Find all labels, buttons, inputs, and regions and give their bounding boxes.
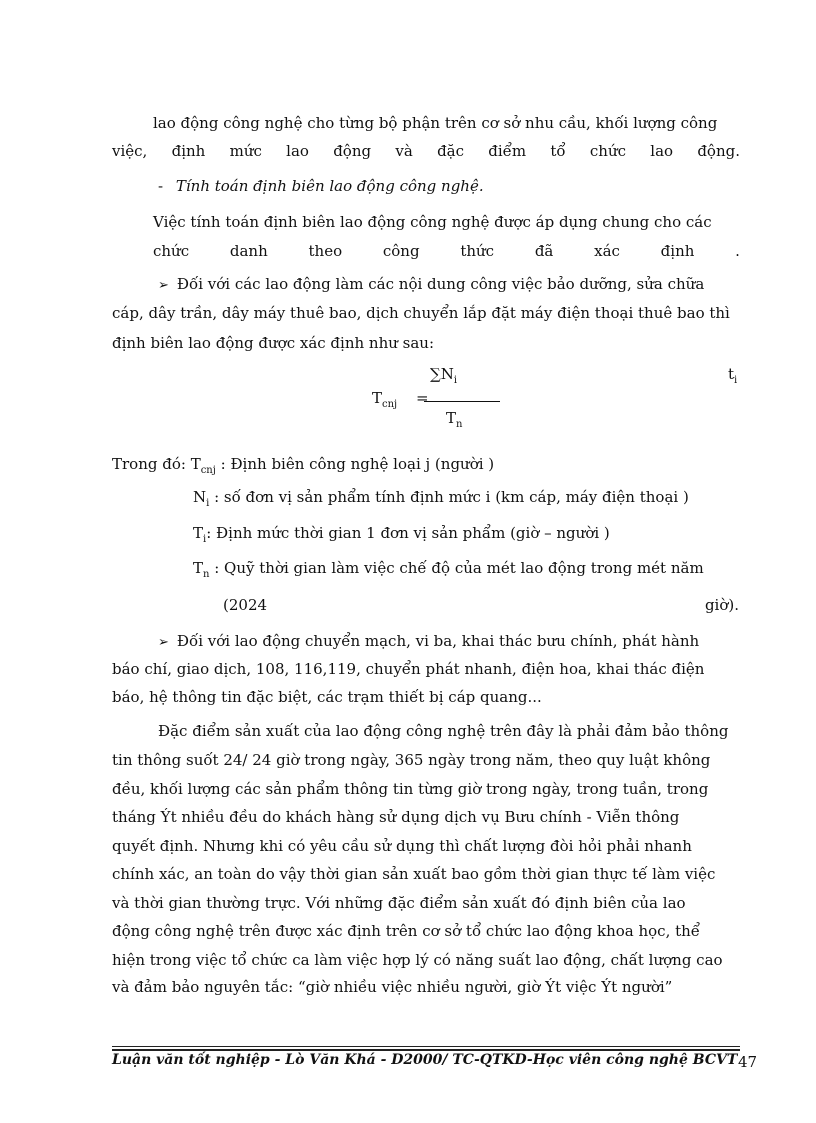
p5-line: Đặc điểm sản xuất của lao động công nghệ trên đây là phải đảm bảo thông	[158, 722, 729, 740]
p5-line: đều, khối lượng các sản phẩm thông tin từng giờ trong ngày, trong tuần, trong	[112, 780, 709, 798]
def-tn: $T_n$ : Quỹ thời gian làm việc chế độ của mét lao động trong mét năm	[193, 559, 704, 580]
p5-line: và thời gian thường trực. Với những đặc điểm sản xuất đó định biên của lao	[112, 894, 686, 912]
word: lao	[286, 142, 309, 160]
p1-line2	[112, 140, 740, 162]
p2-line1: Việc tính toán định biên lao động công nghệ được áp dụng chung cho các	[153, 213, 712, 231]
word: .	[735, 242, 740, 260]
hours-unit: giờ).	[704, 596, 739, 614]
p5-line: tin thông suốt 24/ 24 giờ trong ngày, 365 ngày trong năm, theo quy luật không	[112, 751, 711, 769]
p4-line2: báo chí, giao dịch, 108, 116,119, chuyển phát nhanh, điện hoa, khai thác điện	[112, 660, 705, 678]
formula	[372, 365, 772, 435]
word: động.	[697, 142, 740, 160]
p5-line: chính xác, an toàn do vậy thời gian sản xuất bao gồm thời gian thực tế làm việc	[112, 865, 716, 883]
formula-numerator: $\sum N_i$	[430, 365, 458, 386]
arrow-bullet-icon: ➢	[158, 635, 169, 650]
p4-line3: báo, hệ thông tin đặc biệt, các trạm thiết bị cáp quang...	[112, 688, 542, 706]
p4-line1-text: Đối với lao động chuyển mạch, vi ba, khai thác bưu chính, phát hành	[176, 632, 700, 650]
word: định	[660, 242, 695, 260]
word: tổ	[550, 142, 566, 160]
p3-line1-text: Đối với các lao động làm các nội dung công việc bảo dưỡng, sửa chữa	[176, 275, 705, 293]
word: danh	[229, 242, 268, 260]
word: thức	[460, 242, 495, 260]
formula-denominator: $T_n$	[446, 409, 463, 430]
p3-line1	[158, 273, 704, 297]
p4-line1	[158, 630, 699, 654]
p5-line: quyết định. Nhưng khi có yêu cầu sử dụng thì chất lượng đòi hỏi phải nhanh	[112, 837, 692, 855]
word: việc,	[112, 142, 148, 160]
p3-line2: cáp, dây trần, dây máy thuê bao, dịch chuyển lắp đặt máy điện thoại thuê bao thì	[112, 304, 730, 322]
dash-marker: -	[158, 177, 164, 195]
word: lao	[650, 142, 674, 160]
word: định	[171, 142, 206, 160]
def-tn-continued	[223, 594, 739, 616]
def-ti: $T_i$: Định mức thời gian 1 đơn vị sản phẩm (giờ – người )	[193, 524, 610, 545]
def-ni: $N_i$ : số đơn vị sản phẩm tính định mức i (km cáp, máy điện thoại )	[193, 488, 689, 509]
defs-intro: Trong đó: $T_{cnj}$ : Định biên công nghệ loại j (người )	[112, 455, 495, 476]
p5-line: hiện trong việc tổ chức ca làm việc hợp lý có năng suất lao động, chất lượng cao	[112, 951, 723, 969]
p5-line: động công nghệ trên được xác định trên cơ sở tổ chức lao động khoa học, thể	[112, 922, 701, 940]
fraction-bar	[424, 401, 500, 402]
formula-equals: =	[416, 389, 429, 407]
word: đặc	[437, 142, 465, 160]
word: công	[382, 242, 420, 260]
footer-rule-thin	[112, 1046, 740, 1047]
p1-line1: lao động công nghệ cho từng bộ phận trên cơ sở nhu cầu, khối lượng công	[153, 114, 718, 132]
arrow-bullet-icon: ➢	[158, 278, 169, 293]
p2-line2	[153, 240, 740, 262]
p5-line: tháng Ýt nhiều đều do khách hàng sử dụng dịch vụ Bưu chính - Viễn thông	[112, 808, 680, 826]
footer-text: Luận văn tốt nghiệp - Lò Văn Khá - D2000/ TC-QTKD-Học viên công nghệ BCVT	[112, 1052, 738, 1068]
word: chức	[589, 142, 627, 160]
word: xác	[594, 242, 620, 260]
word: và	[395, 142, 413, 160]
word: đã	[534, 242, 554, 260]
p5-line: và đảm bảo nguyên tắc: “giờ nhiều việc nhiều người, giờ Ýt việc Ýt người”	[112, 978, 673, 996]
formula-right-term: $t_i$	[728, 365, 738, 386]
word: điểm	[488, 142, 527, 160]
word: theo	[308, 242, 343, 260]
p3-line3: định biên lao động được xác định như sau:	[112, 334, 435, 352]
footer-rule-thick	[112, 1049, 740, 1051]
word: mức	[229, 142, 262, 160]
page-number: 47	[738, 1053, 758, 1071]
dash-item	[158, 175, 484, 197]
hours-value: (2024	[223, 596, 268, 614]
word: chức	[153, 242, 190, 260]
dash-item-text: Tính toán định biên lao động công nghệ.	[175, 177, 484, 195]
formula-lhs: $T_{cnj}$	[372, 389, 398, 410]
word: động	[333, 142, 372, 160]
